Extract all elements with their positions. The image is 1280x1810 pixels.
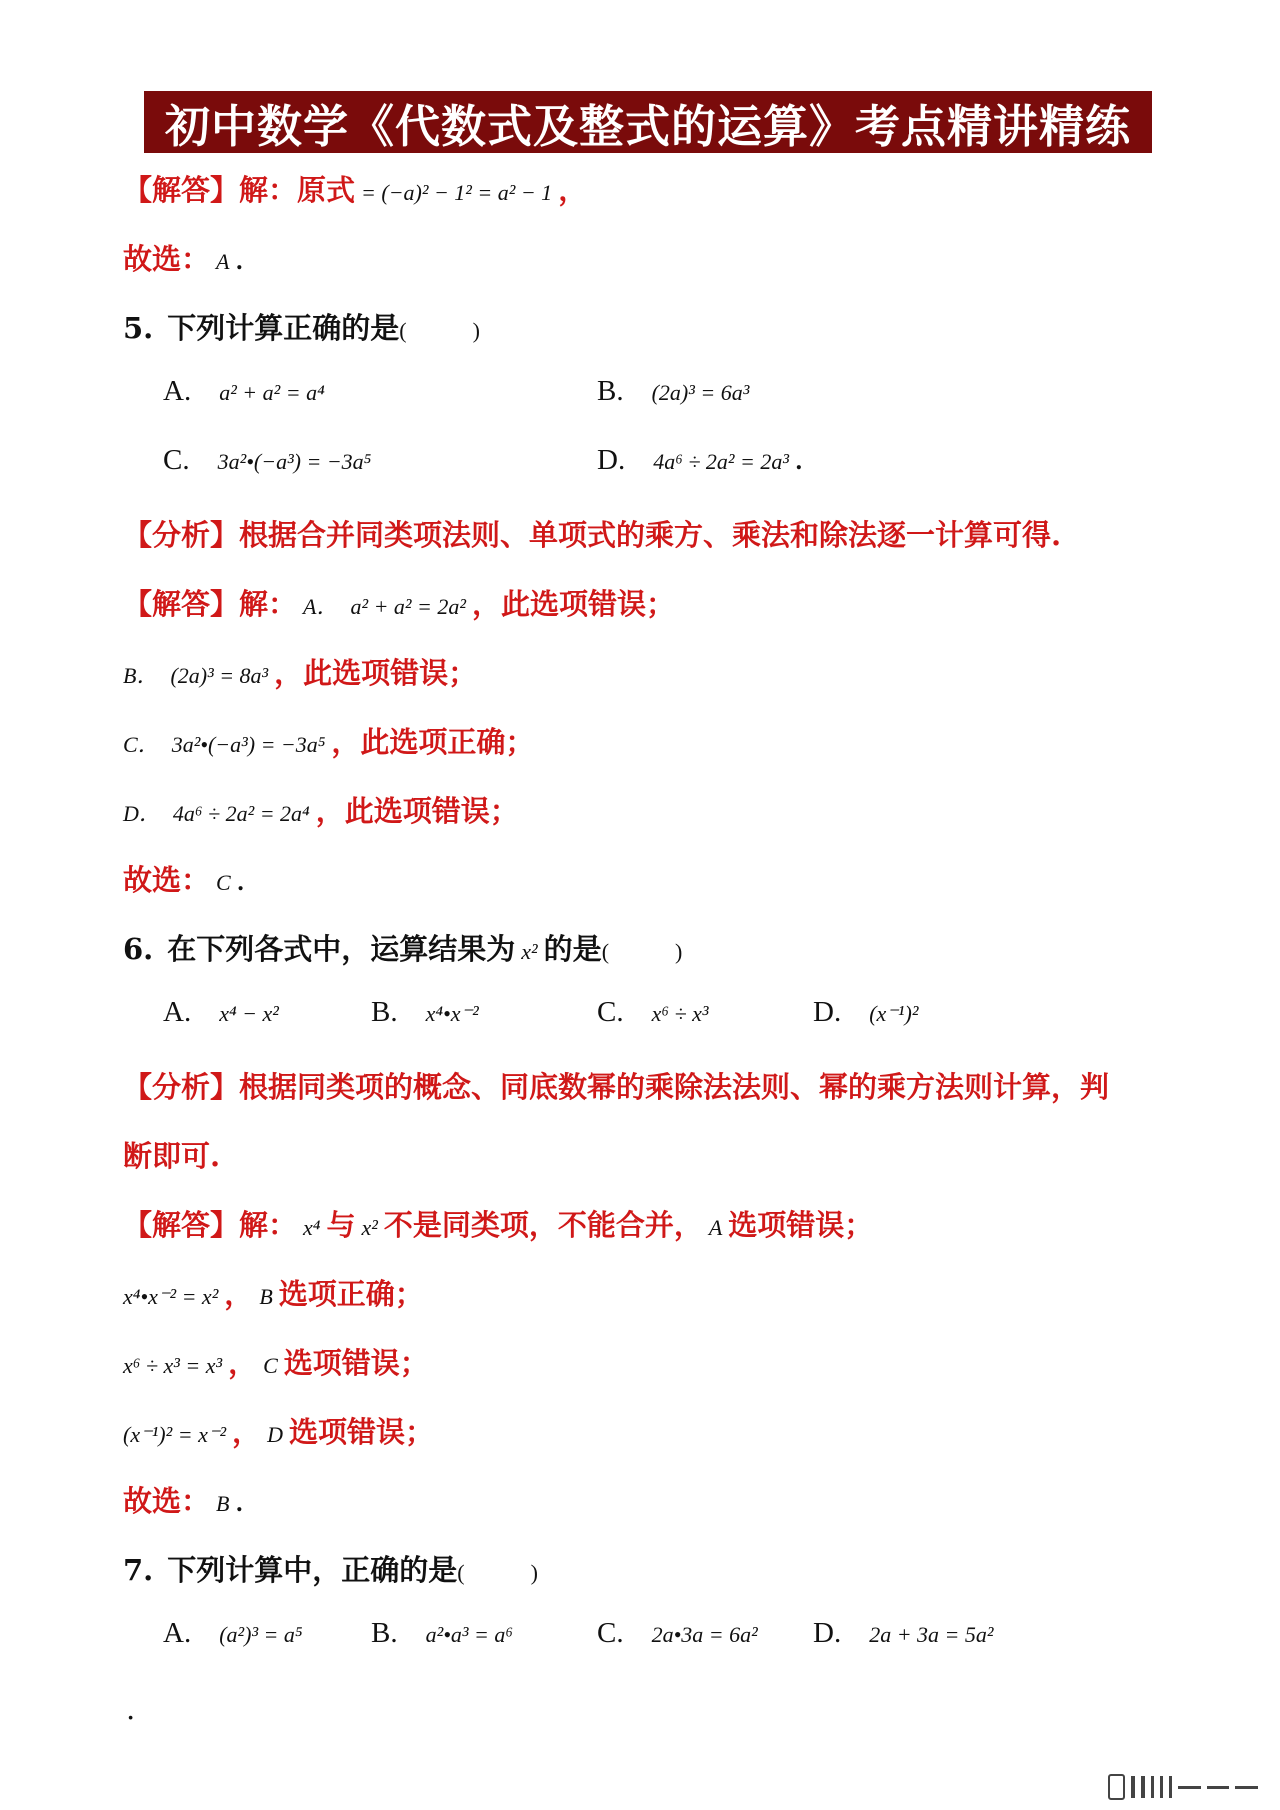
trailing-dot: .	[126, 1692, 136, 1726]
answer-tag: B	[259, 1284, 273, 1309]
answer-comma: ，	[224, 1277, 254, 1311]
answer-prefix: 【解答】解：	[123, 587, 298, 621]
option-expression: x⁴ − x²	[219, 1001, 279, 1026]
q5-answer-d	[123, 789, 519, 830]
option-letter: A.	[163, 375, 192, 407]
answer-note: 选项错误；	[288, 1415, 434, 1449]
choice-end: .	[235, 249, 244, 275]
answer-note: ，此选项错误；	[315, 794, 519, 828]
option-letter: D.	[813, 1617, 842, 1649]
option-expression: (x⁻¹)²	[869, 1001, 919, 1026]
q6-analysis-line-2	[123, 1134, 220, 1175]
question-text: 下列计算正确的是	[167, 311, 400, 345]
option-letter: C.	[597, 1617, 624, 1649]
option-expression: (a²)³ = a⁵	[219, 1622, 303, 1647]
choice-label: 故选：	[123, 1484, 211, 1518]
answer-note: 选项错误；	[283, 1346, 429, 1380]
answer-expression: a² + a² = 2a²	[350, 594, 466, 619]
q6-analysis-line-1	[123, 1065, 1109, 1106]
q6-answer-c	[123, 1341, 429, 1382]
q5-option-d	[597, 444, 803, 477]
answer-text: 与	[326, 1208, 356, 1242]
choice-value: B	[216, 1491, 230, 1516]
answer-tag: A	[708, 1215, 723, 1240]
answer-tag: D．	[123, 801, 161, 826]
option-expression: x⁶ ÷ x³	[651, 1001, 709, 1026]
q5-analysis	[123, 513, 1061, 554]
page-navigation-icon[interactable]	[1108, 1773, 1258, 1801]
answer-blank: ( )	[457, 1560, 538, 1585]
option-letter: A.	[163, 996, 192, 1028]
q6-answer-b	[123, 1272, 424, 1313]
answer-tag: C	[263, 1353, 278, 1378]
answer-suffix: ，	[558, 173, 588, 207]
question-6-stem	[123, 927, 682, 968]
answer-expression: (x⁻¹)² = x⁻²	[123, 1422, 227, 1447]
question-text: 下列计算中，正确的是	[167, 1553, 458, 1587]
question-text: 在下列各式中，运算结果为	[167, 932, 516, 966]
option-expression: 2a + 3a = 5a²	[869, 1622, 994, 1647]
q6-option-a	[163, 996, 285, 1029]
answer-note: ，此选项错误；	[471, 587, 675, 621]
answer-tag: D	[267, 1422, 283, 1447]
answer-expression: x⁶ ÷ x³ = x³	[123, 1353, 223, 1378]
q5-answer-b	[123, 651, 477, 692]
answer-expression: (2a)³ = 8a³	[170, 663, 269, 688]
question-text-end: 的是	[543, 932, 602, 966]
option-expression: (2a)³ = 6a³	[651, 380, 750, 405]
answer-expression: 3a²•(−a³) = −3a⁵	[171, 732, 326, 757]
option-letter: A.	[163, 1617, 192, 1649]
answer-note: 选项错误；	[728, 1208, 874, 1242]
q7-option-b	[371, 1617, 519, 1650]
choice-value: C	[216, 870, 231, 895]
answer-expression: x⁴•x⁻² = x²	[123, 1284, 219, 1309]
answer-prefix: 【解答】解：	[123, 1208, 298, 1242]
answer-comma: ，	[228, 1346, 258, 1380]
q6-option-c	[597, 996, 714, 1029]
answer-comma: ，	[232, 1415, 262, 1449]
page-title: 初中数学《代数式及整式的运算》考点精讲精练	[144, 91, 1152, 153]
answer-expression: = (−a)² − 1² = a² − 1	[361, 180, 553, 205]
option-expression: a²•a³ = a⁶	[425, 1622, 513, 1647]
choice-value: A	[216, 249, 230, 274]
choice-label: 故选：	[123, 863, 211, 897]
prev-answer-line	[123, 168, 587, 209]
q6-option-b	[371, 996, 485, 1029]
question-variable: x²	[521, 939, 538, 964]
question-number: 7.	[123, 1553, 154, 1587]
option-expression: x⁴•x⁻²	[425, 1001, 479, 1026]
option-letter: C.	[597, 996, 624, 1028]
q6-answer-a	[123, 1203, 873, 1244]
q5-option-a	[163, 375, 331, 408]
q7-option-c	[597, 1617, 764, 1650]
q5-answer-a	[123, 582, 675, 623]
q5-answer-c	[123, 720, 534, 761]
option-expression: 2a•3a = 6a²	[651, 1622, 758, 1647]
q7-option-d	[813, 1617, 1000, 1650]
q5-option-b	[597, 375, 755, 408]
analysis-text: 【分析】根据合并同类项法则、单项式的乘方、乘法和除法逐一计算可得.	[123, 518, 1062, 552]
choice-end: .	[235, 1491, 244, 1517]
option-expression: 3a²•(−a³) = −3a⁵	[217, 449, 372, 474]
q6-option-d	[813, 996, 924, 1029]
q5-option-c	[163, 444, 377, 477]
analysis-text: 【分析】根据同类项的概念、同底数幂的乘除法法则、幂的乘方法则计算，判	[123, 1070, 1110, 1104]
answer-blank: ( )	[399, 318, 480, 343]
answer-note: 选项正确；	[278, 1277, 424, 1311]
question-7-stem	[123, 1548, 538, 1589]
option-expression: 4a⁶ ÷ 2a² = 2a³	[653, 449, 789, 474]
option-letter: B.	[371, 996, 398, 1028]
answer-blank: ( )	[601, 939, 683, 964]
answer-tag: B．	[123, 663, 159, 688]
answer-expression: x⁴	[303, 1215, 321, 1240]
analysis-text: 断即可.	[123, 1139, 221, 1173]
answer-tag: A．	[303, 594, 339, 619]
question-number: 6.	[123, 932, 154, 966]
question-number: 5.	[123, 311, 154, 345]
answer-prefix: 【解答】解：原式	[123, 173, 356, 207]
q5-choice	[123, 858, 244, 899]
q6-choice	[123, 1479, 243, 1520]
option-letter: D.	[597, 444, 626, 476]
q7-option-a	[163, 1617, 309, 1650]
answer-expression: x²	[361, 1215, 378, 1240]
option-letter: C.	[163, 444, 190, 476]
prev-choice-line	[123, 237, 243, 278]
option-letter: D.	[813, 996, 842, 1028]
choice-label: 故选：	[123, 242, 211, 276]
answer-note: ，此选项错误；	[274, 656, 478, 690]
question-5-stem	[123, 306, 480, 347]
answer-text: 不是同类项，不能合并，	[383, 1208, 703, 1242]
answer-expression: 4a⁶ ÷ 2a² = 2a⁴	[172, 801, 310, 826]
option-expression: a² + a² = a⁴	[219, 380, 325, 405]
option-letter: B.	[371, 1617, 398, 1649]
q6-answer-d	[123, 1410, 434, 1451]
option-letter: B.	[597, 375, 624, 407]
choice-end: .	[236, 870, 245, 896]
answer-note: ，此选项正确；	[331, 725, 535, 759]
answer-tag: C．	[123, 732, 160, 757]
option-end: .	[794, 449, 803, 475]
